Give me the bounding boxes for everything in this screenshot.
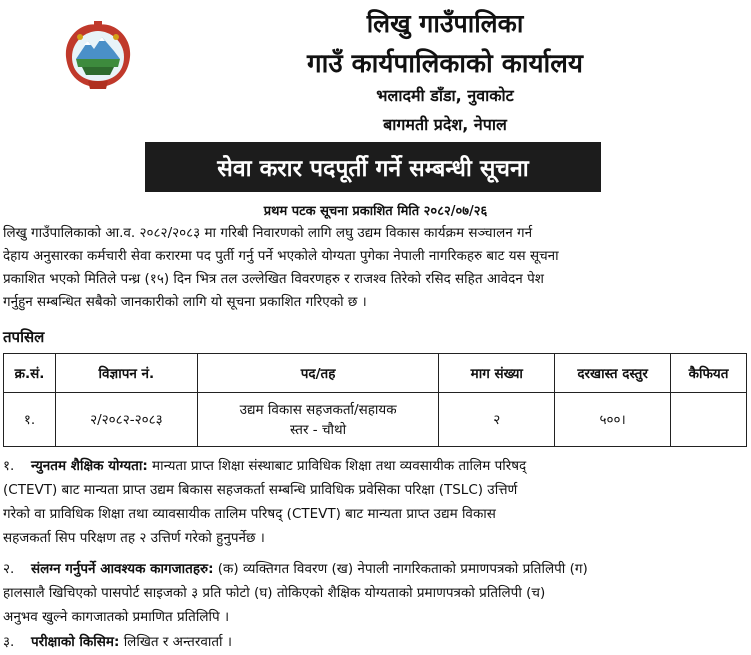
- notice-title: सेवा करार पदपूर्ती गर्ने सम्बन्धी सूचना: [217, 156, 529, 182]
- table-row: [4, 393, 747, 447]
- publication-date: प्रथम पटक सूचना प्रकाशित मिति २०८२/०७/२६: [263, 204, 488, 219]
- post-level: स्तर - चौथो: [290, 421, 347, 438]
- cell-remarks: [671, 393, 747, 447]
- office-subtitle: गाउँ कार्यपालिकाको कार्यालय: [307, 49, 583, 79]
- intro-line: प्रकाशित भएको मितिले पन्ध्र (१५) दिन भित्र तल उल्लेखित विवरणहरु र राजश्व तिरेको रसिद सहित आवेदन पेश: [3, 271, 544, 287]
- intro-line: गर्नुहुन सम्बन्धित सबैको जानकारीको लागि यो सूचना प्रकाशित गरिएको छ ।: [3, 294, 367, 310]
- cell-post: [197, 393, 439, 447]
- requirement-item: [3, 454, 747, 550]
- col-demand: माग संख्या: [439, 354, 555, 393]
- office-name: लिखु गाउँपालिका: [366, 9, 524, 38]
- cell-demand: २: [439, 393, 555, 447]
- intro-paragraph: [3, 222, 749, 314]
- cell-fee: ५००।: [555, 393, 671, 447]
- office-province: बागमती प्रदेश, नेपाल: [383, 115, 507, 134]
- post-line: उद्यम विकास सहजकर्ता/सहायक: [239, 401, 397, 418]
- requirement-item: [3, 630, 747, 654]
- requirement-line: [31, 454, 747, 478]
- details-heading: तपसिल: [3, 328, 45, 346]
- cell-advert-no: २/२०८२-२०८३: [55, 393, 197, 447]
- intro-line: लिखु गाउँपालिकाको आ.व. २०८२/२०८३ मा गरिबी निवारणको लागि लघु उद्यम विकास कार्यक्रम सञ्चालन गर्न: [3, 225, 533, 241]
- notice-title-banner: [145, 142, 601, 192]
- requirement-text: लिखित र अन्तरवार्ता ।: [123, 634, 232, 650]
- requirement-text: (क) व्यक्तिगत विवरण (ख) नेपाली नागरिकताको प्रमाणपत्रको प्रतिलिपी (ग): [217, 561, 588, 577]
- requirement-line: अनुभव खुल्ने कागजातको प्रमाणित प्रतिलिपि ।: [3, 609, 230, 625]
- requirement-line: (CTEVT) बाट मान्यता प्राप्त उद्यम बिकास सहजकर्ता सम्बन्धि प्राविधिक प्रवेसिका परिक्षा (TSLC) उत्तिर्ण: [3, 482, 518, 498]
- col-remarks: कैफियत: [671, 354, 747, 393]
- requirement-text: मान्यता प्राप्त शिक्षा संस्थाबाट प्राविधिक शिक्षा तथा व्यवसायीक तालिम परिषद्: [152, 458, 527, 474]
- col-post: पद/तह: [197, 354, 439, 393]
- intro-line: देहाय अनुसारका कर्मचारी सेवा करारमा पद पुर्ती गर्नु पर्ने भएकोले योग्यता पुगेका नेपाली नागरिकहरु बाट यस सूचना: [3, 248, 559, 264]
- cell-serial: १.: [4, 393, 56, 447]
- table-header-row: [4, 354, 747, 393]
- requirement-line: सहजकर्ता सिप परिक्षण तह २ उत्तिर्ण गरेको हुनुपर्नेछ ।: [3, 530, 265, 546]
- requirement-item: [3, 557, 747, 629]
- requirement-number: २.: [3, 561, 15, 577]
- requirement-line: [31, 630, 747, 654]
- nepal-emblem-icon: [58, 17, 138, 91]
- requirement-number: १.: [3, 458, 15, 474]
- col-fee: दरखास्त दस्तुर: [555, 354, 671, 393]
- requirement-line: गरेको वा प्राविधिक शिक्षा तथा व्यावसायीक तालिम परिषद् (CTEVT) बाट मान्यता प्राप्त उद्यम विकास: [3, 506, 496, 522]
- requirement-label: संलग्न गर्नुपर्ने आवश्यक कागजातहरु:: [31, 561, 214, 577]
- col-advert-no: विज्ञापन नं.: [55, 354, 197, 393]
- requirement-line: [31, 557, 747, 581]
- col-serial: क्र.सं.: [4, 354, 56, 393]
- requirement-label: परीक्षाको किसिम:: [31, 634, 120, 650]
- office-address: भलादमी डाँडा, नुवाकोट: [376, 86, 514, 105]
- vacancy-table: [3, 353, 747, 447]
- requirement-number: ३.: [3, 634, 15, 650]
- requirement-line: हालसालै खिचिएको पासपोर्ट साइजको ३ प्रति फोटो (घ) तोकिएको शैक्षिक योग्यताको प्रमाणपत्रको प्रतिलिपी (च): [3, 585, 546, 601]
- requirement-label: न्युनतम शैक्षिक योग्यता:: [31, 458, 148, 474]
